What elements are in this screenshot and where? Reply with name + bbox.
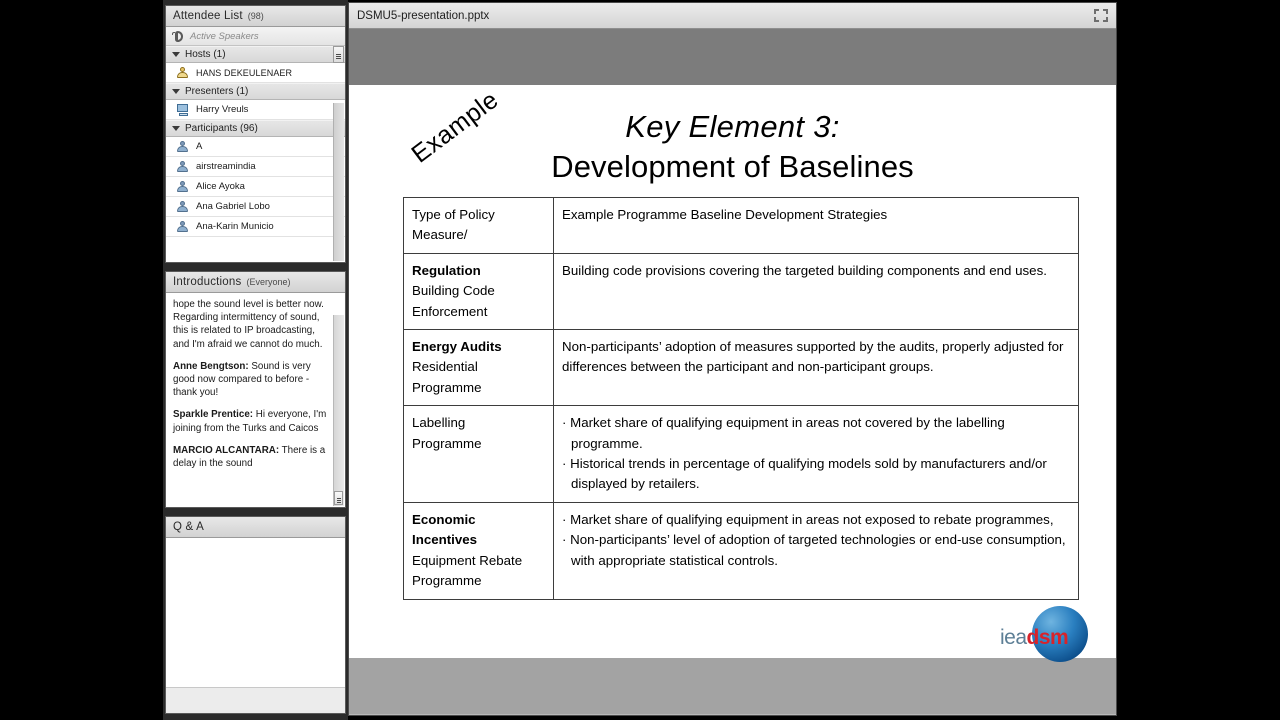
chat-scrollbar[interactable] (333, 315, 344, 506)
attendee-list-title: Attendee List (173, 10, 243, 22)
table-cell-strategies (554, 253, 1079, 329)
measure-title: Energy Audits (412, 339, 502, 355)
attendee-list-options-button[interactable] (333, 46, 344, 63)
table-cell-measure (404, 330, 554, 406)
attendee-list-body (166, 46, 345, 262)
chat-options-button[interactable] (334, 491, 343, 505)
strategy-text: Historical trends in percentage of qualifying models sold by manufacturers and/or displayed by retailers. (570, 456, 1047, 492)
qa-header (166, 517, 345, 538)
phone-speaker-icon (172, 30, 185, 43)
attendee-list-scrollbar[interactable] (333, 103, 344, 261)
slide-viewport (349, 85, 1116, 658)
attendee-row[interactable] (166, 137, 345, 157)
ieadsm-logo (1000, 606, 1088, 668)
person-icon (176, 220, 189, 233)
attendee-name: Alice Ayoka (196, 181, 245, 192)
introductions-scope: (Everyone) (246, 277, 291, 287)
attendee-name: HANS DEKEULENAER (196, 67, 293, 78)
strategy-text: Non-participants’ adoption of measures supported by the audits, properly adjusted for differences between the participant and non-participant groups. (562, 339, 1064, 375)
person-icon (176, 140, 189, 153)
attendee-row-host[interactable] (166, 63, 345, 83)
person-icon (176, 180, 189, 193)
measure-detail: Equipment Rebate (412, 552, 523, 568)
screen-share-icon (176, 103, 189, 116)
presentation-pod (348, 2, 1117, 716)
group-label-participants: Participants (96) (185, 123, 258, 134)
active-speakers-row[interactable] (166, 27, 345, 46)
table-row (404, 406, 1079, 503)
measure-title: Economic Incentives (412, 511, 478, 548)
attendee-list-pod (165, 5, 346, 263)
attendee-row[interactable] (166, 217, 345, 237)
qa-footer (166, 687, 345, 713)
attendee-name: Ana-Karin Municio (196, 221, 274, 232)
introductions-title: Introductions (173, 276, 242, 288)
measure-detail: Programme (412, 435, 482, 451)
person-icon (176, 200, 189, 213)
table-header-cell-strategies: Example Programme Baseline Development Strategies (554, 198, 1079, 254)
group-header-hosts[interactable] (166, 46, 345, 63)
attendee-name: Ana Gabriel Lobo (196, 201, 270, 212)
chevron-down-icon (172, 126, 180, 131)
introductions-chat-pod (165, 271, 346, 508)
qa-title: Q & A (173, 521, 205, 533)
group-label-hosts: Hosts (1) (185, 49, 226, 60)
group-header-presenters[interactable] (166, 83, 345, 100)
strategy-bullet: · Market share of qualifying equipment in areas not exposed to rebate programmes, (562, 511, 1054, 527)
attendee-row-presenter[interactable] (166, 100, 345, 120)
measure-title: Regulation (412, 262, 481, 278)
table-row (404, 253, 1079, 329)
chat-message (173, 360, 329, 400)
table-cell-measure (404, 253, 554, 329)
slide-letterbox-top (349, 29, 1116, 85)
logo-text-iea: iea (1000, 626, 1027, 649)
strategy-bullet: · Market share of qualifying equipment in areas not covered by the labelling programme. (562, 415, 1005, 451)
measure-detail: Residential (412, 359, 478, 375)
measure-detail: Building Code (412, 283, 495, 299)
attendee-row[interactable] (166, 177, 345, 197)
measure-detail: Programme (412, 573, 482, 589)
slide-title-line1: Key Element 3: (625, 109, 840, 144)
table-cell-measure (404, 406, 554, 503)
group-label-presenters: Presenters (1) (185, 86, 249, 97)
slide-content (349, 85, 1116, 658)
strategy-text: Market share of qualifying equipment in areas not covered by the labelling programme. (570, 415, 1005, 451)
chat-message (173, 444, 329, 470)
table-header-row (404, 198, 1079, 254)
chevron-down-icon (172, 52, 180, 57)
chat-message-text: Sound is very good now compared to before - thank you! (173, 360, 311, 399)
host-badge-icon (176, 66, 189, 79)
measure-detail: Programme (412, 379, 482, 395)
chat-message-text: There is a delay in the sound (173, 444, 326, 470)
table-cell-strategies (554, 330, 1079, 406)
table-cell-measure (404, 502, 554, 599)
attendee-row[interactable] (166, 197, 345, 217)
attendee-name: Harry Vreuls (196, 104, 249, 115)
chat-message-area (166, 293, 345, 507)
chat-message-sender: Sparkle Prentice: (173, 409, 254, 421)
person-icon (176, 160, 189, 173)
slide-title-line2: Development of Baselines (551, 149, 914, 184)
header-measure-line1: Type of Policy (412, 207, 495, 222)
presentation-file-name: DSMU5-presentation.pptx (357, 9, 490, 22)
example-stamp: Example (406, 85, 504, 169)
chat-message-text: Hi everyone, I'm joining from the Turks and Caicos (173, 409, 327, 434)
presentation-header (349, 3, 1116, 29)
strategy-text: Non-participants’ level of adoption of targeted technologies or end-use consumption, with appropriate statistical controls. (570, 532, 1066, 568)
logo-text-dsm: dsm (1026, 626, 1069, 649)
chat-message (173, 298, 329, 351)
measure-detail: Enforcement (412, 303, 488, 319)
chat-message (173, 408, 329, 434)
attendee-name: airstreamindia (196, 161, 256, 172)
table-row (404, 502, 1079, 599)
attendee-count: (98) (247, 11, 264, 21)
baseline-strategies-table (403, 197, 1079, 600)
chat-message-text: hope the sound level is better now. Regarding intermittency of sound, this is related to IP broadcasting, and I'm afraid we cannot do much. (173, 299, 324, 350)
strategy-bullet: · Historical trends in percentage of qualifying models sold by manufacturers and/or displayed by retailers. (562, 456, 1047, 492)
table-header-cell-measure (404, 198, 554, 254)
strategy-text: Market share of qualifying equipment in areas not exposed to rebate programmes, (570, 511, 1054, 527)
left-pods-column (163, 0, 348, 720)
qa-body (166, 538, 345, 687)
group-header-participants[interactable] (166, 120, 345, 137)
fullscreen-expand-icon[interactable] (1094, 9, 1108, 22)
attendee-name: A (196, 141, 203, 152)
strategy-bullet: · Non-participants’ level of adoption of targeted technologies or end-use consumption, with appropriate statistical controls. (562, 532, 1066, 568)
attendee-list-header (166, 6, 345, 27)
chat-message-sender: MARCIO ALCANTARA: (173, 444, 280, 456)
logo-text (1000, 626, 1068, 650)
chat-message-sender: Anne Bengtson: (173, 360, 249, 372)
qa-pod (165, 516, 346, 714)
active-speakers-label: Active Speakers (190, 30, 259, 42)
introductions-header (166, 272, 345, 293)
table-cell-strategies (554, 502, 1079, 599)
header-measure-line2: Measure/ (412, 227, 468, 243)
table-row (404, 330, 1079, 406)
table-cell-strategies (554, 406, 1079, 503)
measure-detail: Labelling (412, 415, 466, 431)
chevron-down-icon (172, 89, 180, 94)
attendee-row[interactable] (166, 157, 345, 177)
strategy-text: Building code provisions covering the targeted building components and end uses. (562, 262, 1047, 278)
